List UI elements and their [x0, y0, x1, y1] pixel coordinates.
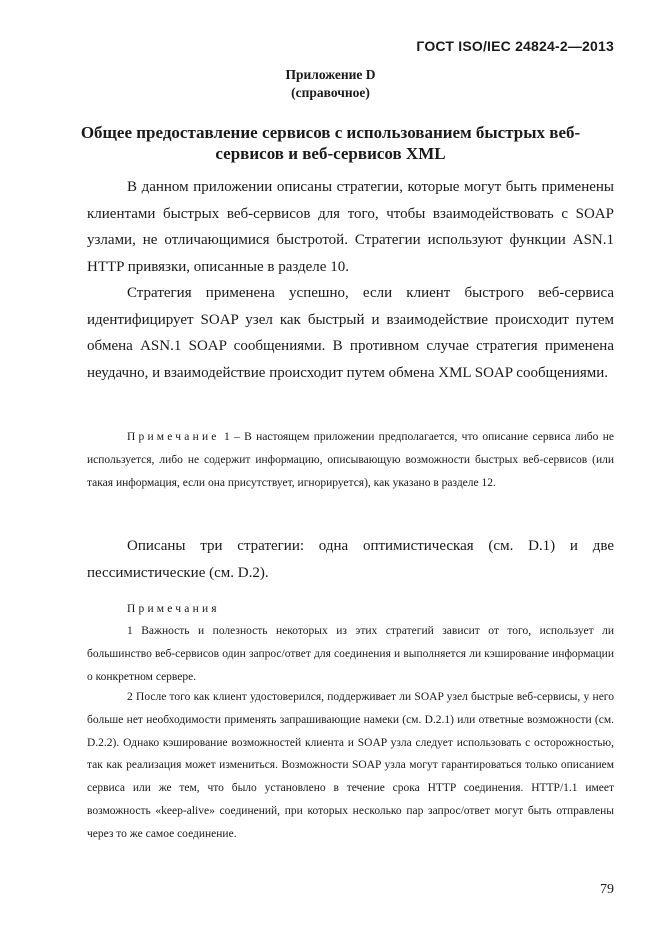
paragraph-1: В данном приложении описаны стратегии, которые могут быть применены клиентами быстрых веб-сервисов для того, чтобы взаимодействовать с SOAP узлами, не отличающимися быстротой. Стратегии используют функции ASN.1 HTTP привязки, описанные в разделе 10. [87, 179, 614, 275]
notes-item-2-block [87, 686, 614, 846]
note-1 [87, 426, 614, 494]
notes-item-1: 1 Важность и полезность некоторых из этих стратегий зависит от того, использует ли большинство веб-сервисов один запрос/ответ для соединения и выполняется ли кэширование информации о конкретном сервере. [87, 625, 614, 683]
paragraph-3: Описаны три стратегии: одна оптимистическая (см. D.1) и две пессимистические (см. D.2). [87, 538, 614, 581]
paragraph-2: Стратегия применена успешно, если клиент быстрого веб-сервиса идентифицирует SOAP узел как быстрый и взаимодействие происходит путем обмена ASN.1 SOAP сообщениями. В противном случае стратегия применена неудачно, и взаимодействие происходит путем обмена XML SOAP сообщениями. [87, 285, 614, 381]
note-1-text: 1 – В настоящем приложении предполагается, что описание сервиса либо не используется, либо не содержит информацию, описывающую возможности быстрых веб-сервисов (или такая информация, если она присутствует, игнорируется), как указано в разделе 12. [87, 431, 614, 489]
notes-item-2: 2 После того как клиент удостоверился, поддерживает ли SOAP узел быстрые веб-сервисы, у него больше нет необходимости применять запрашивающие намеки (см. D.2.1) или ответные возможности (см. D.2.2). Однако кэширование возможностей клиента и SOAP узла следует использовать с осторожностью, так как реализация может измениться. Возможности SOAP узла могут гарантироваться только описанием сервиса или же тем, что было установлено в течение срока HTTP соединения. HTTP/1.1 имеет возможность «keep-alive» соединений, при которых несколько пар запрос/ответ могут быть отправлены через то же самое соединение. [87, 691, 614, 840]
note-1-label: Примечание [127, 431, 220, 443]
annex-title [0, 122, 661, 164]
paragraph-1-block [87, 174, 614, 280]
annex-title-line2: сервисов и веб-сервисов XML [215, 144, 446, 163]
note-1-block [87, 426, 614, 494]
notes-heading: Примечания [127, 603, 220, 615]
notes-item-1-block [87, 620, 614, 688]
paragraph-3-block [87, 533, 614, 586]
page-number: 79 [600, 882, 614, 897]
paragraph-2-block [87, 280, 614, 386]
annex-kind: (справочное) [291, 85, 370, 100]
annex-label: Приложение D [285, 67, 376, 82]
annex-title-line1: Общее предоставление сервисов с использованием быстрых веб- [80, 123, 581, 142]
document-header: ГОСТ ISO/IEC 24824-2—2013 [416, 38, 614, 54]
